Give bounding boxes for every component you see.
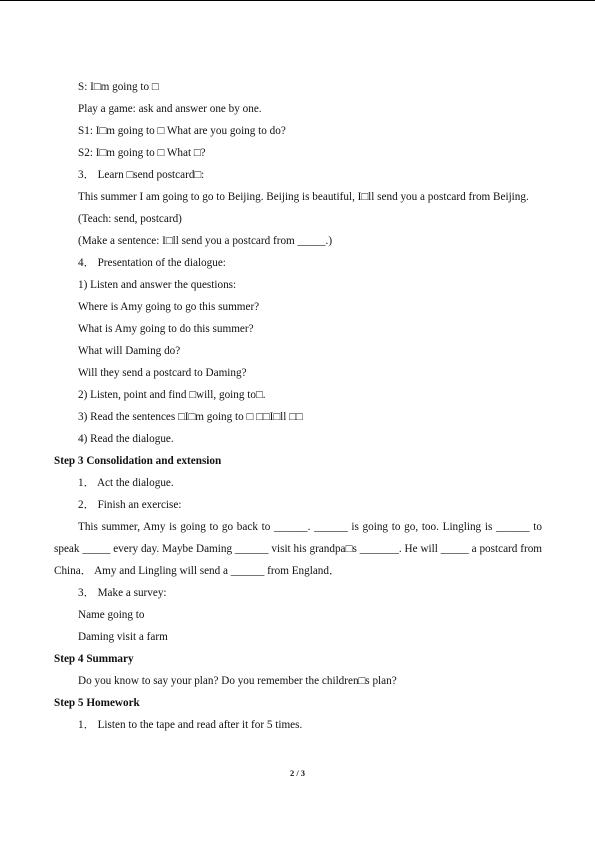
text-line: What will Daming do? xyxy=(78,345,181,357)
text-line: 2． Finish an exercise: xyxy=(78,499,182,511)
text-line: Daming visit a farm xyxy=(78,631,168,643)
text-line: 1． Listen to the tape and read after it for 5 times. xyxy=(78,719,303,731)
text-line: 4) Read the dialogue. xyxy=(78,433,174,445)
text-line: Play a game: ask and answer one by one. xyxy=(78,103,262,115)
text-paragraph: This summer I am going to go to Beijing. Beijing is beautiful, I□ll send you a postcard from Beijing. xyxy=(78,191,529,203)
page-number: 2 / 3 xyxy=(289,768,306,778)
text-line: Name going to xyxy=(78,609,145,621)
text-line: What is Amy going to do this summer? xyxy=(78,323,254,335)
top-border-line xyxy=(0,0,595,1)
text-line: 2) Listen, point and find □will, going to□. xyxy=(78,389,266,401)
text-line: Do you know to say your plan? Do you remember the children□s plan? xyxy=(78,675,397,687)
section-heading: Step 3 Consolidation and extension xyxy=(54,455,222,467)
section-heading: Step 4 Summary xyxy=(54,653,134,665)
text-line: S2: I□m going to □ What □? xyxy=(78,147,206,159)
text-line: 1) Listen and answer the questions: xyxy=(78,279,237,291)
text-line: (Make a sentence: I□ll send you a postcard from _____.) xyxy=(78,235,333,247)
text-line: 3． Learn □send postcard□: xyxy=(78,169,205,181)
text-paragraph: This summer, Amy is going to go back to ______. ______ is going to go, too. Lingling is ______ to speak _____ every day. Maybe Daming ______ visit his grandpa□s _______. He will _____ a postcard from China． Amy and Lingling will send a ______ from England． xyxy=(54,521,542,577)
document-body xyxy=(54,76,542,736)
text-line: Will they send a postcard to Daming? xyxy=(78,367,247,379)
text-line: 3． Make a survey: xyxy=(78,587,167,599)
section-heading: Step 5 Homework xyxy=(54,697,140,709)
text-line: (Teach: send, postcard) xyxy=(78,213,182,225)
text-line: 1． Act the dialogue. xyxy=(78,477,174,489)
text-line: Where is Amy going to go this summer? xyxy=(78,301,260,313)
text-line: S: I□m going to □ xyxy=(78,81,159,93)
text-line: 4． Presentation of the dialogue: xyxy=(78,257,226,269)
text-line: 3) Read the sentences □I□m going to □ □□I□ll □□ xyxy=(78,411,303,423)
text-line: S1: I□m going to □ What are you going to do? xyxy=(78,125,286,137)
